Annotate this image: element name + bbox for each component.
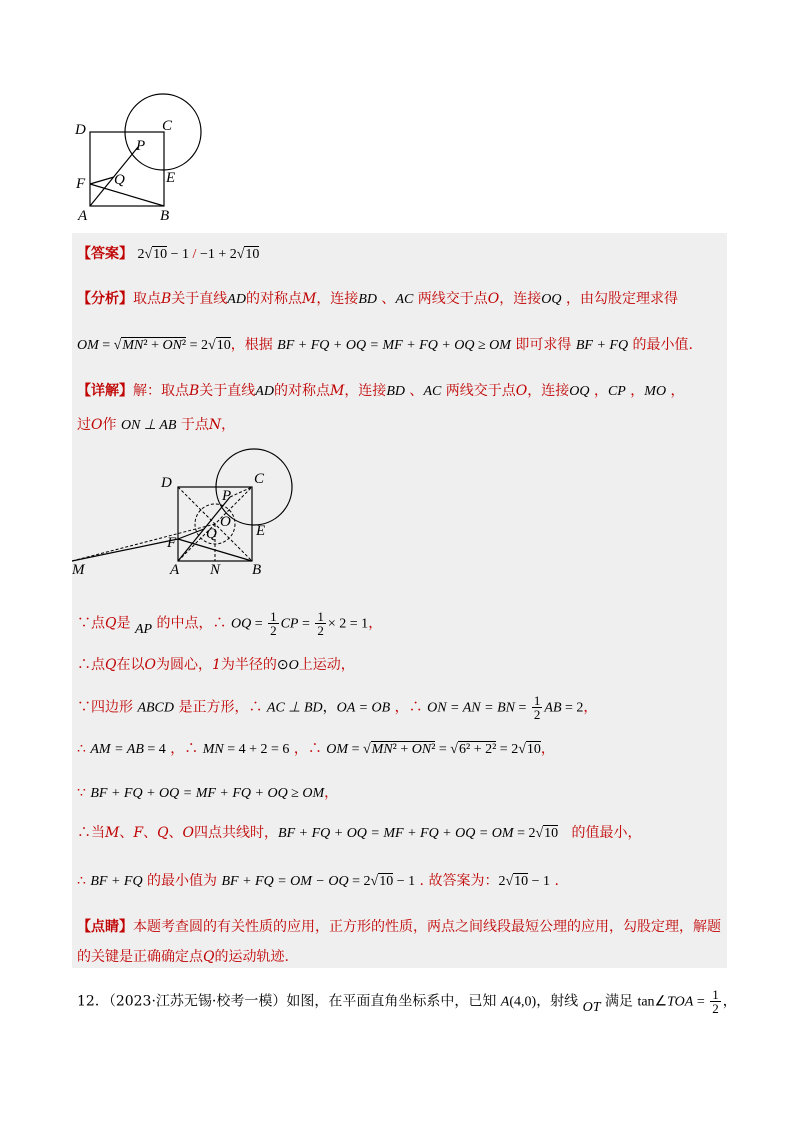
detail-line1: 【详解】解：取点B关于直线AD的对称点M，连接BD 、AC 两线交于点O，连接OQ ，CP ，MO ， [77,383,685,399]
label-d: D [75,122,86,138]
label-o-2: O [220,514,231,530]
figure-square-circle [70,92,220,224]
step-2: ∴点Q在以O为圆心，1为半径的⊙O上运动， [77,657,355,673]
detail-tag: 【详解】 [77,383,133,399]
label-q-2: Q [206,526,217,542]
label-e: E [166,170,176,186]
detail-line2: 过O作 ON ⊥ AB 于点N， [77,417,236,433]
label-b: B [160,208,170,224]
step-7: ∴ BF + FQ 的最小值为 BF + FQ = OM − OQ = 2√10 − 1 . 故答案为：2√10 − 1 . [77,873,559,889]
label-c: C [162,118,173,134]
segment-fb [90,184,164,206]
comment-line1 [77,916,721,936]
label-p-2: P [222,488,232,504]
comment-tag: 【点睛】 [77,919,133,935]
label-d-2: D [161,475,172,491]
figure2-svg [72,447,294,579]
label-q: Q [114,172,125,188]
label-m-2: M [72,562,85,578]
label-a: A [78,208,88,224]
step-6: ∴当M、F、Q、O四点共线时，BF + FQ + OQ = MF + FQ + OQ = OM = 2√10 的值最小， [77,825,642,841]
label-c-2: C [254,471,265,487]
label-e-2: E [256,523,266,539]
label-a-2: A [170,562,180,578]
analysis-line1: 【分析】取点B关于直线AD的对称点M，连接BD 、AC 两线交于点O，连接OQ ，由勾股定理求得 [77,291,678,307]
label-p: P [136,138,146,154]
segment-cp [230,487,252,497]
label-b-2: B [252,562,262,578]
answer-line [77,243,259,263]
step-5: ∵ BF + FQ + OQ = MF + FQ + OQ ≥ OM， [77,785,339,801]
analysis-tag: 【分析】 [77,291,133,307]
analysis-line2: OM = √MN² + ON² = 2√10，根据 BF + FQ + OQ = MF + FQ + OQ ≥ OM 即可求得 BF + FQ 的最小值. [77,337,693,353]
label-n-2: N [210,562,221,578]
label-f: F [76,176,86,192]
figure-square-circle-detailed [72,447,294,579]
figure1-svg [70,92,220,224]
comment-text1: 本题考查圆的有关性质的应用，正方形的性质，两点之间线段最短公理的应用，勾股定理，解题 [133,919,721,935]
label-f-2: F [167,535,177,551]
question-12: 12．（2023·江苏无锡·校考一模）如图，在平面直角坐标系中，已知 A(4,0)，射线 OT 满足 tan∠TOA = $\frac{1}{2}$ ， [77,987,737,1016]
answer-value: 2√10 − 1 / −1 + 2√10 [137,247,260,262]
answer-tag: 【答案】 [77,246,133,262]
segment-mf [72,539,178,561]
step-3: ∵四边形 ABCD 是正方形，∴ AC ⊥ BD，OA = OB ，∴ ON = AN = BN = $\frac{1}{2}$ AB = 2， [77,693,598,722]
comment-line2: 的关键是正确确定点Q的运动轨迹. [77,949,289,965]
step-1: ∵点Q是 AP 的中点，∴ OQ = $\frac{1}{2}$ CP = $\frac{1}{2}$ × 2 = 1， [77,609,383,638]
step-4: ∴ AM = AB = 4 ，∴ MN = 4 + 2 = 6 ，∴ OM = √MN² + ON² = √6² + 2² = 2√10， [77,741,555,757]
